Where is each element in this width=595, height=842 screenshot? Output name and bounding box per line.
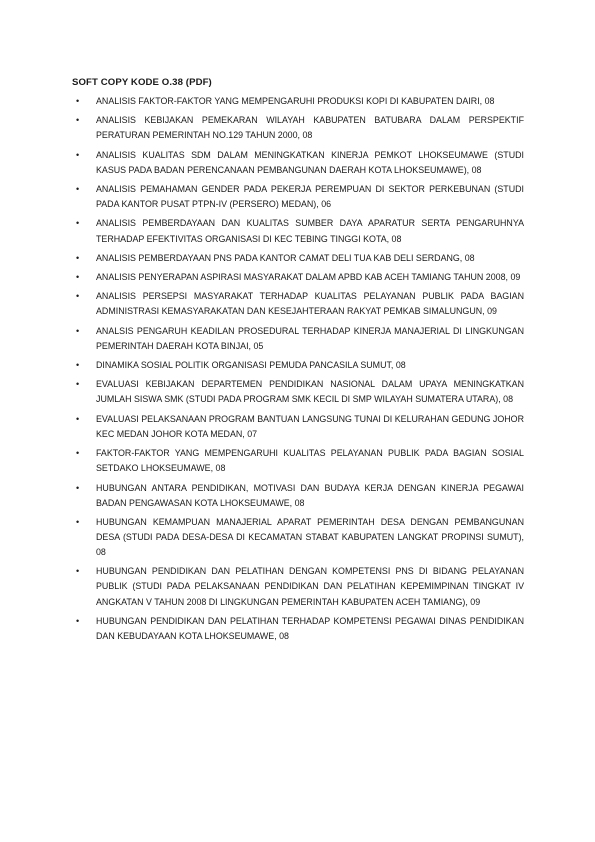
list-item (72, 564, 524, 609)
list-item-text: HUBUNGAN PENDIDIKAN DAN PELATIHAN TERHADAP KOMPETENSI PEGAWAI DINAS PENDIDIKAN DAN KEBUDAYAAN KOTA LHOKSEUMAWE, 08 (96, 615, 524, 641)
list-item-text: EVALUASI PELAKSANAAN PROGRAM BANTUAN LANGSUNG TUNAI DI KELURAHAN GEDUNG JOHOR KEC MEDAN JOHOR KOTA MEDAN, 07 (96, 413, 524, 439)
list-item (72, 182, 524, 212)
list-item (72, 377, 524, 407)
list-item (72, 481, 524, 511)
list-item (72, 446, 524, 476)
list-item-text: HUBUNGAN PENDIDIKAN DAN PELATIHAN DENGAN KOMPETENSI PNS DI BIDANG PELAYANAN PUBLIK (STUDI PADA PELAKSANAAN PENDIDIKAN DAN PELATIHAN KEPEMIMPINAN TINGKAT IV ANGKATAN V TAHUN 2008 DI LINGKUNGAN PEMERINTAH KABUPATEN ACEH TAMIANG), 09 (96, 566, 524, 607)
bullet-icon: • (76, 448, 80, 459)
bullet-icon: • (76, 184, 80, 195)
list-item (72, 358, 524, 373)
list-item (72, 251, 524, 266)
list-item-text: ANALISIS PEMBERDAYAAN PNS PADA KANTOR CAMAT DELI TUA KAB DELI SERDANG, 08 (96, 252, 475, 263)
list-item-text: ANALISIS KEBIJAKAN PEMEKARAN WILAYAH KABUPATEN BATUBARA DALAM PERSPEKTIF PERATURAN PEMERINTAH NO.129 TAHUN 2000, 08 (96, 115, 524, 141)
list-item-text: HUBUNGAN KEMAMPUAN MANAJERIAL APARAT PEMERINTAH DESA DENGAN PEMBANGUNAN DESA (STUDI PADA DESA-DESA DI KECAMATAN STABAT KABUPATEN LANGKAT PROPINSI SUMUT), 08 (96, 516, 524, 558)
bullet-icon: • (76, 360, 80, 371)
bullet-icon: • (76, 149, 80, 160)
list-item (72, 216, 524, 246)
list-item (72, 148, 524, 178)
list-item (72, 289, 524, 319)
bullet-icon: • (76, 96, 80, 106)
bullet-icon: • (76, 615, 80, 626)
thesis-list (72, 94, 524, 648)
list-item (72, 412, 524, 442)
bullet-icon: • (76, 218, 80, 229)
list-item-text: ANALISIS PEMAHAMAN GENDER PADA PEKERJA PEREMPUAN DI SEKTOR PERKEBUNAN (STUDI PADA KANTOR PUSAT PTPN-IV (PERSERO) MEDAN), 06 (96, 184, 524, 210)
list-item (72, 614, 524, 644)
list-item-text: HUBUNGAN ANTARA PENDIDIKAN, MOTIVASI DAN BUDAYA KERJA DENGAN KINERJA PEGAWAI BADAN PENGAWASAN KOTA LHOKSEUMAWE, 08 (96, 482, 524, 508)
list-item-text: ANALSIS PENGARUH KEADILAN PROSEDURAL TERHADAP KINERJA MANAJERIAL DI LINGKUNGAN PEMERINTAH DAERAH KOTA BINJAI, 05 (96, 325, 524, 351)
list-item-text: ANALISIS PERSEPSI MASYARAKAT TERHADAP KUALITAS PELAYANAN PUBLIK PADA BAGIAN ADMINISTRASI KEMASYARAKATAN DAN KESEJAHTERAAN RAKYAT PEMKAB SIMALUNGUN, 09 (96, 291, 524, 317)
list-item (72, 113, 524, 143)
bullet-icon: • (76, 566, 80, 577)
bullet-icon: • (76, 252, 80, 263)
list-item-text: FAKTOR-FAKTOR YANG MEMPENGARUHI KUALITAS PELAYANAN PUBLIK PADA BAGIAN SOSIAL SETDAKO LHOKSEUMAWE, 08 (96, 448, 524, 474)
list-item-text: ANALISIS PEMBERDAYAAN DAN KUALITAS SUMBER DAYA APARATUR SERTA PENGARUHNYA TERHADAP EFEKTIVITAS ORGANISASI DI KEC TEBING TINGGI KOTA, 08 (96, 218, 524, 244)
list-item-text: DINAMIKA SOSIAL POLITIK ORGANISASI PEMUDA PANCASILA SUMUT, 08 (96, 360, 406, 371)
bullet-icon: • (76, 325, 80, 336)
list-item (72, 270, 524, 285)
bullet-icon: • (76, 115, 80, 126)
list-item-text: ANALISIS KUALITAS SDM DALAM MENINGKATKAN KINERJA PEMKOT LHOKSEUMAWE (STUDI KASUS PADA BADAN PERENCANAAN PEMBANGUNAN DAERAH KOTA LHOKSEUMAWE), 08 (96, 149, 524, 175)
bullet-icon: • (76, 482, 80, 493)
bullet-icon: • (76, 413, 80, 424)
bullet-icon: • (76, 379, 80, 390)
list-item-text: ANALISIS PENYERAPAN ASPIRASI MASYARAKAT DALAM APBD KAB ACEH TAMIANG TAHUN 2008, 09 (96, 272, 521, 283)
list-item-text: EVALUASI KEBIJAKAN DEPARTEMEN PENDIDIKAN NASIONAL DALAM UPAYA MENINGKATKAN JUMLAH SISWA SMK (STUDI PADA PROGRAM SMK KECIL DI SMP WILAYAH SUMATERA UTARA), 08 (96, 379, 524, 405)
bullet-icon: • (76, 272, 80, 283)
document-heading: SOFT COPY KODE O.38 (PDF) (72, 77, 212, 88)
list-item (72, 94, 524, 109)
list-item-text: ANALISIS FAKTOR-FAKTOR YANG MEMPENGARUHI PRODUKSI KOPI DI KABUPATEN DAIRI, 08 (96, 96, 495, 106)
bullet-icon: • (76, 291, 80, 302)
list-item (72, 324, 524, 354)
list-item (72, 515, 524, 560)
bullet-icon: • (76, 516, 80, 527)
